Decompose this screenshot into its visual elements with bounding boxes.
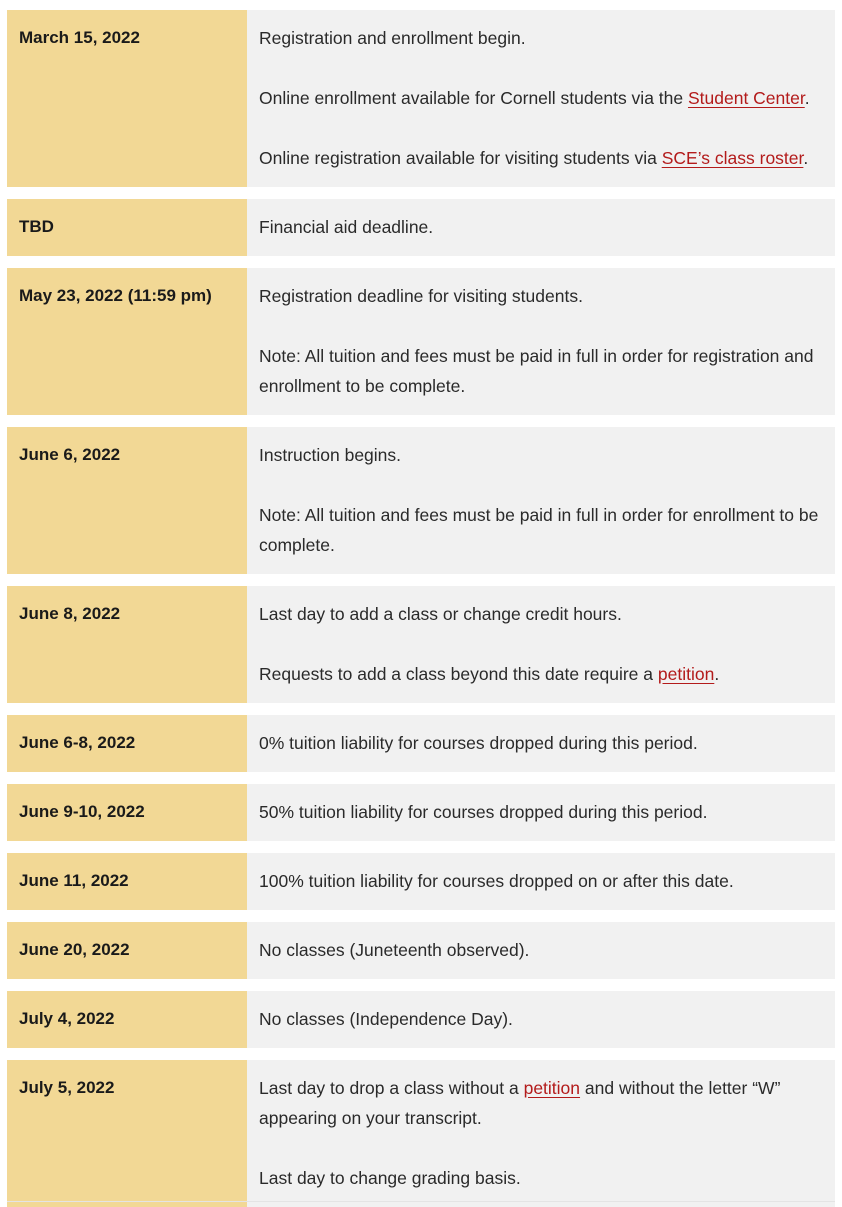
description-cell	[247, 10, 835, 187]
date-cell: TBD	[7, 199, 247, 256]
description-text: 50% tuition liability for courses dropped during this period.	[259, 802, 708, 822]
text-segment: Online enrollment available for Cornell students via the	[259, 88, 688, 108]
date-cell: July 5, 2022	[7, 1060, 247, 1207]
description-cell	[247, 853, 835, 910]
description-text	[259, 83, 823, 113]
calendar-row-june-9-10	[7, 784, 835, 841]
text-segment: .	[804, 88, 810, 108]
description-cell	[247, 784, 835, 841]
date-cell: June 9-10, 2022	[7, 784, 247, 841]
description-text: 100% tuition liability for courses dropped on or after this date.	[259, 871, 734, 891]
text-segment: Online registration available for visiting students via	[259, 148, 662, 168]
calendar-row-july-5	[7, 1060, 835, 1207]
description-cell	[247, 199, 835, 256]
calendar-row-may-23	[7, 268, 835, 415]
academic-calendar-table	[7, 10, 835, 1207]
sce-class-roster-link[interactable]: SCE’s class roster	[661, 148, 804, 168]
description-text: 0% tuition liability for courses dropped during this period.	[259, 733, 698, 753]
date-cell: June 11, 2022	[7, 853, 247, 910]
description-text: Note: All tuition and fees must be paid in full in order for enrollment to be complete.	[259, 505, 819, 555]
bottom-divider	[7, 1201, 835, 1202]
description-cell	[247, 715, 835, 772]
description-text	[259, 143, 823, 173]
date-cell: March 15, 2022	[7, 10, 247, 187]
student-center-link[interactable]: Student Center	[687, 88, 805, 108]
description-text: Registration and enrollment begin.	[259, 28, 526, 48]
description-text: Registration deadline for visiting students.	[259, 286, 583, 306]
description-text: No classes (Independence Day).	[259, 1009, 513, 1029]
description-text: Financial aid deadline.	[259, 217, 434, 237]
date-cell: June 8, 2022	[7, 586, 247, 703]
text-segment: Requests to add a class beyond this date require a	[259, 664, 658, 684]
petition-link[interactable]: petition	[523, 1078, 581, 1098]
calendar-row-tbd	[7, 199, 835, 256]
description-text	[259, 1073, 823, 1133]
description-cell	[247, 268, 835, 415]
calendar-row-march-15	[7, 10, 835, 187]
text-segment: .	[714, 664, 720, 684]
calendar-row-july-4	[7, 991, 835, 1048]
description-cell	[247, 427, 835, 574]
calendar-row-june-6-8	[7, 715, 835, 772]
text-segment: Last day to drop a class without a	[259, 1078, 524, 1098]
description-cell	[247, 991, 835, 1048]
petition-link[interactable]: petition	[657, 664, 715, 684]
text-segment: .	[803, 148, 809, 168]
description-text: Instruction begins.	[259, 445, 402, 465]
description-text: Note: All tuition and fees must be paid in full in order for registration and enrollment to be complete.	[259, 346, 814, 396]
date-cell: June 6-8, 2022	[7, 715, 247, 772]
description-text: No classes (Juneteenth observed).	[259, 940, 530, 960]
calendar-row-june-20	[7, 922, 835, 979]
calendar-row-june-11	[7, 853, 835, 910]
description-cell	[247, 1060, 835, 1207]
date-cell: June 20, 2022	[7, 922, 247, 979]
description-cell	[247, 922, 835, 979]
calendar-row-june-8	[7, 586, 835, 703]
description-text	[259, 659, 823, 689]
description-cell	[247, 586, 835, 703]
date-cell: June 6, 2022	[7, 427, 247, 574]
description-text: Last day to change grading basis.	[259, 1168, 521, 1188]
text-segment: and without the letter “W” appearing on your transcript.	[259, 1078, 781, 1128]
calendar-row-june-6	[7, 427, 835, 574]
date-cell: May 23, 2022 (11:59 pm)	[7, 268, 247, 415]
date-cell: July 4, 2022	[7, 991, 247, 1048]
description-text: Last day to add a class or change credit hours.	[259, 604, 622, 624]
